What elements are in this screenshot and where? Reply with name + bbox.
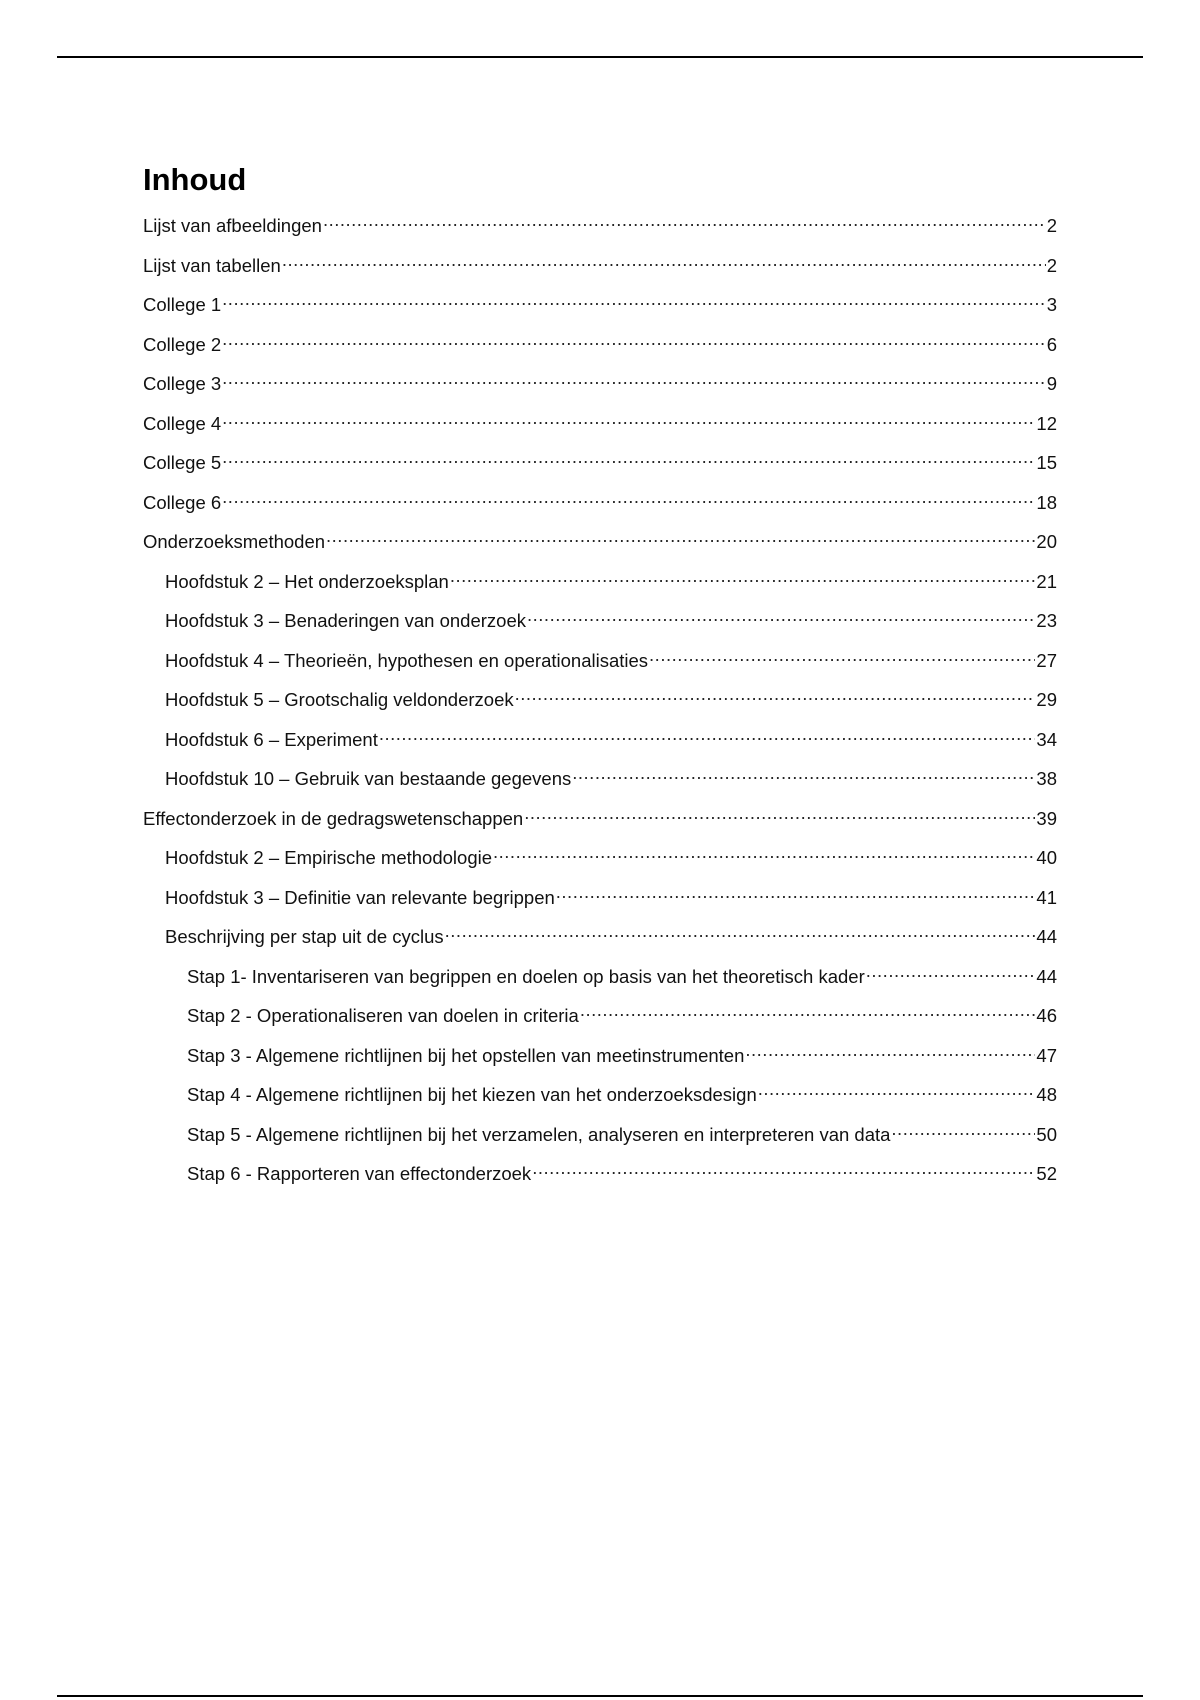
header-rule bbox=[57, 56, 1143, 58]
toc-entry-title[interactable]: Hoofdstuk 2 – Empirische methodologie bbox=[165, 847, 493, 868]
toc-dot-leader bbox=[891, 1117, 1035, 1141]
toc-entry[interactable] bbox=[143, 959, 1057, 999]
toc-dot-leader bbox=[745, 1038, 1035, 1062]
toc-entry-page-number[interactable]: 23 bbox=[1036, 610, 1057, 631]
toc-entry-page-number[interactable]: 21 bbox=[1036, 570, 1057, 592]
toc-entry-page-number[interactable]: 41 bbox=[1036, 886, 1057, 908]
toc-entry-page-number[interactable]: 12 bbox=[1036, 412, 1057, 434]
toc-entry-page-number[interactable]: 2 bbox=[1046, 215, 1057, 236]
toc-entry-page-number[interactable]: 47 bbox=[1036, 1044, 1057, 1066]
toc-entry[interactable] bbox=[143, 1117, 1057, 1157]
toc-list bbox=[143, 208, 1057, 1196]
toc-entry-page-number[interactable]: 34 bbox=[1036, 728, 1057, 750]
toc-entry[interactable] bbox=[143, 880, 1057, 920]
toc-dot-leader bbox=[450, 564, 1036, 588]
toc-entry[interactable] bbox=[143, 208, 1057, 248]
toc-dot-leader bbox=[326, 524, 1035, 548]
toc-dot-leader bbox=[222, 445, 1035, 469]
toc-entry-title[interactable]: College 5 bbox=[143, 452, 222, 473]
toc-entry-title[interactable]: College 3 bbox=[143, 373, 222, 394]
toc-entry-page-number[interactable]: 40 bbox=[1036, 847, 1057, 868]
toc-entry[interactable] bbox=[143, 564, 1057, 604]
toc-entry-title[interactable]: Stap 2 - Operationaliseren van doelen in criteria bbox=[187, 1005, 579, 1026]
toc-dot-leader bbox=[282, 248, 1046, 272]
toc-dot-leader bbox=[515, 682, 1036, 706]
toc-entry-page-number[interactable]: 27 bbox=[1036, 649, 1057, 671]
toc-dot-leader bbox=[758, 1077, 1036, 1101]
toc-entry-page-number[interactable]: 2 bbox=[1046, 254, 1057, 276]
toc-entry[interactable] bbox=[143, 919, 1057, 959]
toc-dot-leader bbox=[532, 1156, 1035, 1180]
toc-entry-title[interactable]: College 6 bbox=[143, 491, 222, 513]
toc-entry-page-number[interactable]: 38 bbox=[1036, 768, 1057, 789]
toc-dot-leader bbox=[556, 880, 1036, 904]
toc-entry[interactable] bbox=[143, 1038, 1057, 1078]
toc-entry[interactable] bbox=[143, 761, 1057, 801]
toc-entry-title[interactable]: Onderzoeksmethoden bbox=[143, 531, 326, 552]
toc-entry[interactable] bbox=[143, 840, 1057, 880]
toc-entry-page-number[interactable]: 50 bbox=[1036, 1123, 1057, 1145]
toc-entry[interactable] bbox=[143, 722, 1057, 762]
toc-entry-page-number[interactable]: 3 bbox=[1046, 294, 1057, 315]
toc-entry-title[interactable]: Stap 5 - Algemene richtlijnen bij het verzamelen, analyseren en interpreteren van data bbox=[187, 1123, 891, 1145]
toc-entry[interactable] bbox=[143, 998, 1057, 1038]
toc-entry[interactable] bbox=[143, 524, 1057, 564]
toc-dot-leader bbox=[222, 366, 1046, 390]
toc-entry-page-number[interactable]: 15 bbox=[1036, 452, 1057, 473]
toc-dot-leader bbox=[580, 998, 1036, 1022]
toc-entry[interactable] bbox=[143, 287, 1057, 327]
toc-entry[interactable] bbox=[143, 366, 1057, 406]
toc-entry-page-number[interactable]: 46 bbox=[1036, 1005, 1057, 1026]
toc-entry-title[interactable]: Hoofdstuk 6 – Experiment bbox=[165, 728, 378, 750]
toc-entry[interactable] bbox=[143, 682, 1057, 722]
toc-entry[interactable] bbox=[143, 801, 1057, 841]
toc-entry-title[interactable]: Hoofdstuk 4 – Theorieën, hypothesen en operationalisaties bbox=[165, 649, 649, 671]
toc-entry-title[interactable]: Hoofdstuk 2 – Het onderzoeksplan bbox=[165, 570, 449, 592]
toc-dot-leader bbox=[445, 919, 1036, 943]
toc-entry-page-number[interactable]: 20 bbox=[1036, 531, 1057, 552]
toc-entry-page-number[interactable]: 29 bbox=[1036, 689, 1057, 710]
toc-dot-leader bbox=[866, 959, 1036, 983]
toc-entry[interactable] bbox=[143, 603, 1057, 643]
toc-entry-title[interactable]: College 1 bbox=[143, 294, 222, 315]
toc-dot-leader bbox=[222, 327, 1046, 351]
toc-entry-page-number[interactable]: 18 bbox=[1036, 491, 1057, 513]
toc-entry-page-number[interactable]: 44 bbox=[1036, 926, 1057, 947]
toc-entry-page-number[interactable]: 48 bbox=[1036, 1084, 1057, 1105]
toc-entry-title[interactable]: Stap 3 - Algemene richtlijnen bij het opstellen van meetinstrumenten bbox=[187, 1044, 745, 1066]
toc-dot-leader bbox=[222, 287, 1046, 311]
toc-dot-leader bbox=[649, 643, 1035, 667]
toc-entry-title[interactable]: Lijst van tabellen bbox=[143, 254, 281, 276]
toc-entry-page-number[interactable]: 6 bbox=[1046, 333, 1057, 355]
toc-entry-title[interactable]: College 4 bbox=[143, 412, 222, 434]
toc-entry-title[interactable]: Stap 6 - Rapporteren van effectonderzoek bbox=[187, 1163, 532, 1184]
toc-entry[interactable] bbox=[143, 1077, 1057, 1117]
toc-entry[interactable] bbox=[143, 485, 1057, 525]
toc-entry-title[interactable]: Beschrijving per stap uit de cyclus bbox=[165, 926, 444, 947]
toc-entry[interactable] bbox=[143, 248, 1057, 288]
toc-dot-leader bbox=[572, 761, 1035, 785]
toc-dot-leader bbox=[493, 840, 1035, 864]
toc-heading: Inhoud bbox=[143, 162, 247, 197]
toc-dot-leader bbox=[524, 801, 1035, 825]
toc-entry-title[interactable]: Lijst van afbeeldingen bbox=[143, 215, 322, 236]
toc-entry-title[interactable]: Hoofdstuk 3 – Benaderingen van onderzoek bbox=[165, 610, 527, 631]
toc-entry[interactable] bbox=[143, 445, 1057, 485]
toc-entry-title[interactable]: College 2 bbox=[143, 333, 222, 355]
toc-dot-leader bbox=[379, 722, 1036, 746]
toc-entry-title[interactable]: Hoofdstuk 3 – Definitie van relevante begrippen bbox=[165, 886, 555, 908]
toc-entry-title[interactable]: Stap 1- Inventariseren van begrippen en doelen op basis van het theoretisch kader bbox=[187, 965, 865, 987]
toc-entry-page-number[interactable]: 52 bbox=[1036, 1163, 1057, 1184]
toc-entry[interactable] bbox=[143, 406, 1057, 446]
toc-dot-leader bbox=[222, 406, 1035, 430]
toc-entry-page-number[interactable]: 39 bbox=[1036, 807, 1057, 829]
toc-entry-page-number[interactable]: 44 bbox=[1036, 965, 1057, 987]
toc-entry-title[interactable]: Hoofdstuk 10 – Gebruik van bestaande gegevens bbox=[165, 768, 572, 789]
toc-entry-title[interactable]: Effectonderzoek in de gedragswetenschappen bbox=[143, 807, 524, 829]
toc-entry-page-number[interactable]: 9 bbox=[1046, 373, 1057, 394]
toc-entry-title[interactable]: Stap 4 - Algemene richtlijnen bij het kiezen van het onderzoeksdesign bbox=[187, 1084, 757, 1105]
toc-entry[interactable] bbox=[143, 1156, 1057, 1196]
table-of-contents bbox=[143, 160, 1057, 1196]
toc-entry-title[interactable]: Hoofdstuk 5 – Grootschalig veldonderzoek bbox=[165, 689, 514, 710]
toc-dot-leader bbox=[222, 485, 1035, 509]
footer-rule bbox=[57, 1695, 1143, 1697]
toc-dot-leader bbox=[323, 208, 1046, 232]
toc-entry[interactable] bbox=[143, 327, 1057, 367]
toc-dot-leader bbox=[527, 603, 1035, 627]
toc-entry[interactable] bbox=[143, 643, 1057, 683]
